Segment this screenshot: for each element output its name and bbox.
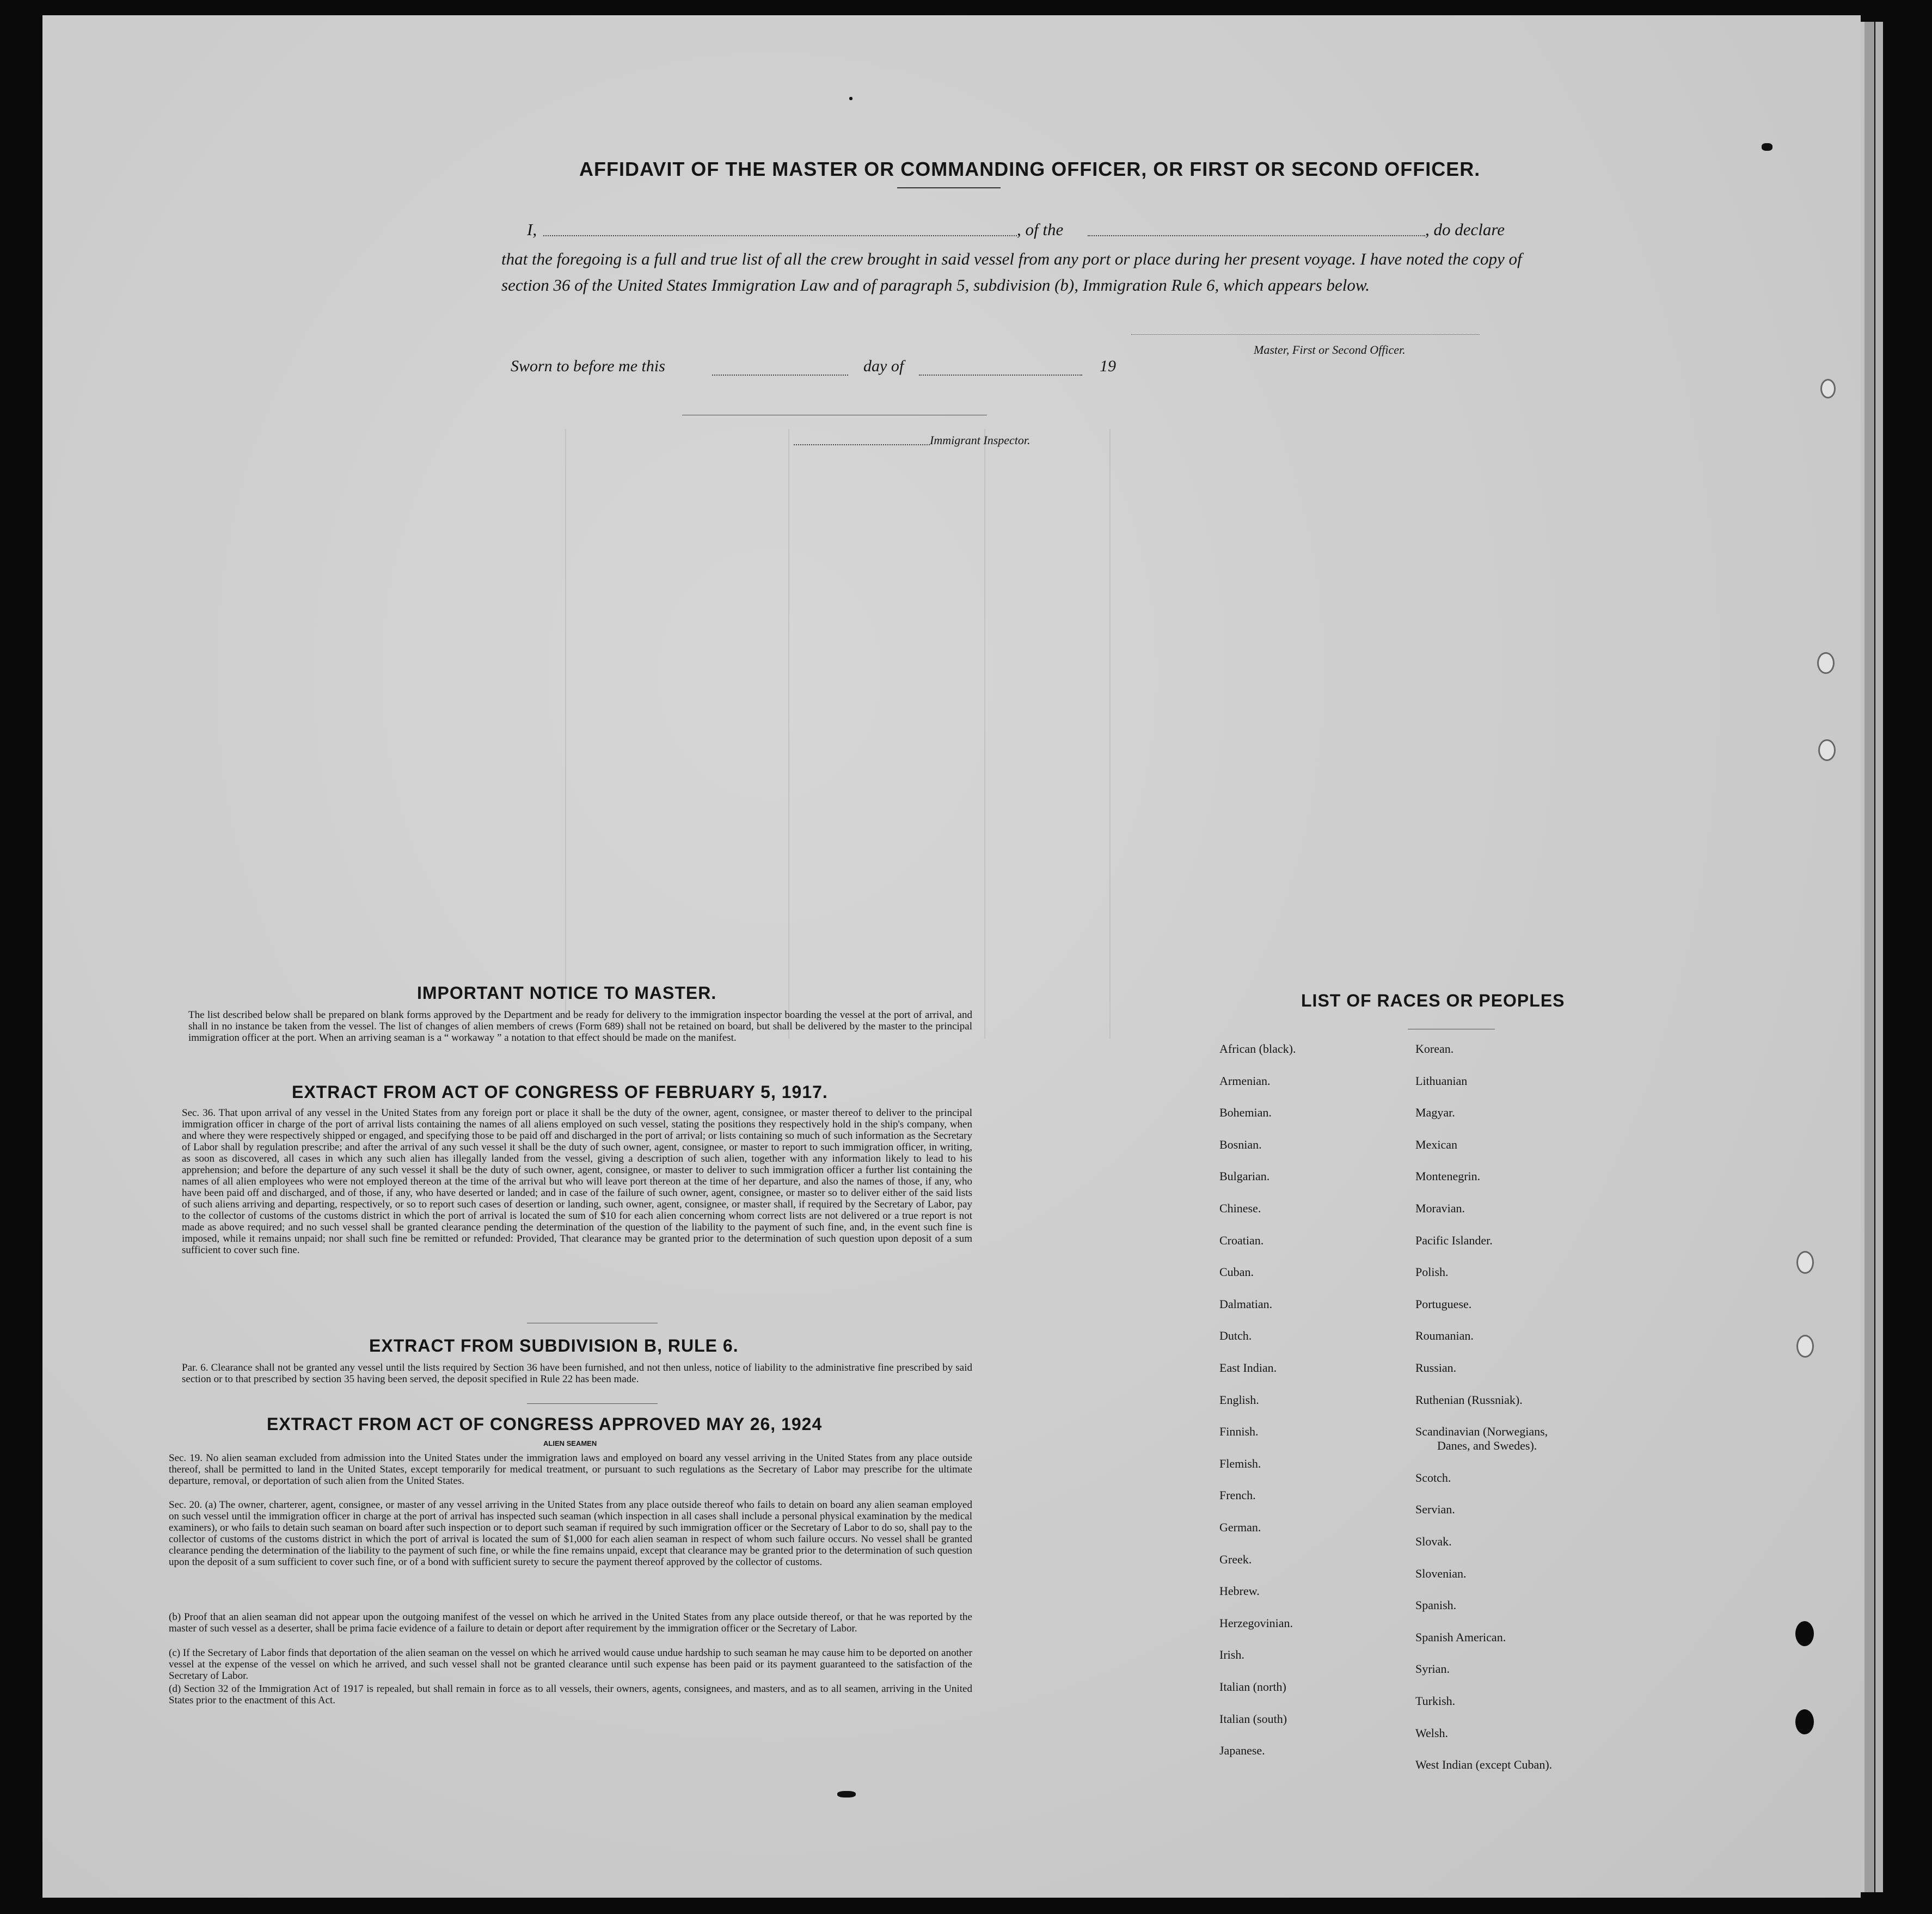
affidavit-of-the: , of the [1017,220,1064,239]
day-of-text: day of [863,357,904,375]
affidavit-title: AFFIDAVIT OF THE MASTER OR COMMANDING OFFICER, OR FIRST OR SECOND OFFICER. [579,158,1481,180]
ink-speck [837,1791,856,1798]
race-right-item: Lithuanian [1415,1073,1468,1088]
section-rule [527,1403,658,1404]
race-right-item: Scandinavian (Norwegians, [1415,1425,1548,1439]
race-right-item: Mexican [1415,1137,1457,1151]
race-right-item: West Indian (except Cuban). [1415,1758,1553,1772]
race-right-item: Slovak. [1415,1535,1452,1548]
year-prefix: 19 [1100,357,1116,375]
punch-hole [1795,1621,1814,1646]
race-left-item: Dutch. [1219,1329,1252,1343]
extract-rule6-body: Par. 6. Clearance shall not be granted any vessel until the lists required by Section 36 have been furnished, and not then unless, notice of liability to the administrative fine prescribed by said section or to that prescribed by section 35 having been served, the deposit specified in Rule 22 has been made. [182,1362,972,1385]
race-left-item: Chinese. [1219,1201,1261,1215]
race-left-item: Croatian. [1219,1233,1264,1247]
punch-hole [1796,1335,1814,1358]
race-right-item: Roumanian. [1415,1329,1474,1343]
bleed-line [788,429,789,1039]
extract-1924-sec20b: (b) Proof that an alien seaman did not appear upon the outgoing manifest of the vessel on which he arrived in the United States from any place outside thereof, or that he was reported by the master of such vessel as a deserter, shall be prima facie evidence of a failure to detain or deport after requirement by the immigration officer or the Secretary of Labor. [169,1611,972,1634]
extract-1924-sec20a: Sec. 20. (a) The owner, charterer, agent, consignee, or master of any vessel arriving in the United States from any place outside thereof who fails to detain on board any alien seaman employed on such vessel until the immigration officer in charge at the port of arrival has inspected such seaman (which inspection in all cases shall include a personal physical examination by the medical examiners), or who fails to detain such seaman on board after such inspection or to deport such seaman if required by such immigration officer or the Secretary of Labor to do so, shall pay to the collector of customs of the customs district in which the port of arrival is located the sum of $1,000 for each alien seaman in respect of whom such failure occurs. No vessel shall be granted clearance pending the determination of the liability to the payment of such fine, or while the fine remains unpaid, except that clearance may be granted prior to the determination of such question upon the deposit of a sum sufficient to cover such fine, or of a bond with sufficient surety to secure the payment thereof approved by the collector of customs. [169,1499,972,1568]
signature-label: Master, First or Second Officer. [1254,343,1406,357]
bleed-line [1109,429,1111,1039]
race-left-item: Finnish. [1219,1425,1259,1439]
extract-1917-body: Sec. 36. That upon arrival of any vessel in the United States from any foreign port or place it shall be the duty of the owner, agent, consignee, or master thereof to deliver to the principal immigration officer in charge of the port of arrival lists containing the names of all aliens employed on such vessel, stating the positions they respectively hold in the ship's company, when and where they were respectively shipped or engaged, and specifying those to be paid off and discharged in the port of arrival; or lists containing so much of such information as the Secretary of Labor shall by regulation prescribe; and after the arrival of any such vessel it shall be the duty of such owner, agent, consignee, or master to report to such immigration officer, in writing, as soon as discovered, all cases in which any such alien has illegally landed from the vessel, giving a description of such alien, together with any information likely to lead to his apprehension; and before the departure of any such vessel it shall be the duty of such owner, agent, consignee, or master to deliver to such immigration officer a further list containing the names of all alien employees who were not employed thereon at the time of the arrival but who will leave port thereon at the time of her departure, and also the names of those, if any, who have been paid off and discharged, and of those, if any, who have deserted or landed; and in case of the failure of such owner, agent, consignee, or master so to deliver either of the said lists of such aliens arriving and departing, respectively, or so to report such cases of desertion or landing, such owner, agent, consignee, or master shall, if required by the Secretary of Labor, pay to the collector of customs of the customs district in which the port of arrival is located the sum of $10 for each alien concerning whom correct lists are not delivered or a true report is not made as above required; and no such vessel shall be granted clearance pending the determination of the question of the liability to the payment of such fine, and, in the event such fine is imposed, while it remains unpaid; nor shall such fine be remitted or refunded: Provided, That clearance may be granted prior to the determination of such question upon deposit of a sum sufficient to cover such fine. [182,1107,972,1256]
race-left-item: Italian (north) [1219,1680,1286,1694]
race-left-item: Bohemian. [1219,1106,1272,1120]
ink-speck [1762,143,1772,151]
punch-hole [1817,652,1835,674]
race-left-item: Bosnian. [1219,1137,1262,1151]
race-left-item: Japanese. [1219,1744,1265,1758]
race-left-item: Bulgarian. [1219,1169,1270,1183]
title-rule [897,187,1001,188]
race-right-item: Pacific Islander. [1415,1233,1493,1247]
signature-line [1131,334,1480,335]
race-right-item: Moravian. [1415,1201,1465,1215]
race-left-item: German. [1219,1520,1261,1534]
punch-hole [1796,1251,1814,1274]
race-right-item: Spanish American. [1415,1630,1506,1644]
race-right-item: Korean. [1415,1042,1454,1056]
race-right-item: Servian. [1415,1502,1455,1517]
race-left-item: Herzegovinian. [1219,1616,1293,1630]
notice-title: IMPORTANT NOTICE TO MASTER. [417,983,717,1003]
race-left-item: Greek. [1219,1552,1252,1566]
race-left-item: French. [1219,1488,1256,1502]
notice-body: The list described below shall be prepared on blank forms approved by the Department and be ready for delivery to the immigration inspector boarding the vessel at the port of arrival, and shall in no instance be taken from the vessel. The list of changes of alien members of crews (Form 689) shall not be retained on board, but shall be delivered by the master to the principal immigration officer at the port. When an arriving seaman is a “ workaway ” a notation to that effect should be made on the manifest. [188,1009,972,1044]
paper-edge [1864,22,1874,1892]
punch-hole [1795,1709,1814,1734]
ink-speck [849,97,852,100]
race-right-item: Danes, and Swedes). [1437,1439,1537,1453]
race-right-item: Spanish. [1415,1598,1457,1612]
affidavit-declare: , do declare [1425,220,1505,239]
race-right-item: Montenegrin. [1415,1169,1481,1183]
race-right-item: Polish. [1415,1265,1449,1279]
inspector-label: Immigrant Inspector. [930,433,1031,447]
race-left-item: Flemish. [1219,1456,1261,1470]
race-left-item: Italian (south) [1219,1711,1287,1726]
race-left-item: Dalmatian. [1219,1297,1273,1311]
inspector-line-2 [794,444,930,445]
month-blank-line [919,375,1082,376]
extract-1924-sec19: Sec. 19. No alien seaman excluded from admission into the United States under the immigration laws and employed on board any vessel arriving in the United States from any place outside thereof, shall be permitted to land in the United States, except temporarily for medical treatment, or pursuant to such regulations as the Secretary of Labor may prescribe for the ultimate departure, removal, or deportation of such alien from the United States. [169,1452,972,1487]
race-left-item: Irish. [1219,1648,1244,1662]
affidavit-body: that the foregoing is a full and true list of all the crew brought in said vessel from any port or place during her present voyage. I have noted the copy of section 36 of the United States Immigration Law and of paragraph 5, subdivision (b), Immigration Rule 6, which appears below. [501,249,1522,295]
extract-1924-subtitle: ALIEN SEAMEN [543,1439,597,1447]
race-left-item: Cuban. [1219,1265,1254,1279]
punch-hole [1818,739,1836,761]
name-blank-line [543,235,1017,236]
bleed-line [984,429,985,1039]
extract-1924-sec20d: (d) Section 32 of the Immigration Act of 1917 is repealed, but shall remain in force as to all vessels, their owners, agents, consignees, and masters, and as to all seamen, arriving in the United States prior to the enactment of this Act. [169,1683,972,1706]
extract-rule6-title: EXTRACT FROM SUBDIVISION B, RULE 6. [369,1336,739,1355]
race-left-item: African (black). [1219,1042,1296,1056]
race-right-item: Welsh. [1415,1726,1448,1740]
day-blank-line [712,375,848,376]
extract-1917-title: EXTRACT FROM ACT OF CONGRESS OF FEBRUARY 5, 1917. [292,1082,828,1102]
race-right-item: Portuguese. [1415,1297,1472,1311]
race-right-item: Syrian. [1415,1662,1450,1676]
extract-1924-title: EXTRACT FROM ACT OF CONGRESS APPROVED MAY 26, 1924 [267,1414,823,1434]
vessel-blank-line [1088,235,1425,236]
sworn-text: Sworn to before me this [511,357,665,375]
race-right-item: Magyar. [1415,1106,1455,1120]
paper-edge [1875,22,1883,1892]
race-right-item: Scotch. [1415,1470,1451,1484]
races-title: LIST OF RACES OR PEOPLES [1301,991,1565,1010]
affidavit-i: I, [527,220,537,239]
race-right-item: Russian. [1415,1361,1457,1375]
race-left-item: East Indian. [1219,1361,1277,1375]
race-left-item: Armenian. [1219,1073,1271,1088]
race-left-item: Hebrew. [1219,1584,1260,1598]
document-page [42,15,1861,1898]
extract-1924-sec20c: (c) If the Secretary of Labor finds that deportation of the alien seaman on the vessel on which he arrived would cause undue hardship to such seaman he may cause him to be deported on another vessel at the expense of the vessel on which he arrived, and such vessel shall not be granted clearance until such expense has been paid or its payment guaranteed to the satisfaction of the Secretary of Labor. [169,1647,972,1682]
race-right-item: Ruthenian (Russniak). [1415,1392,1523,1407]
race-right-item: Slovenian. [1415,1566,1467,1580]
race-left-item: English. [1219,1392,1259,1407]
punch-hole [1820,379,1836,398]
race-right-item: Turkish. [1415,1694,1456,1708]
bleed-line [565,429,566,1039]
